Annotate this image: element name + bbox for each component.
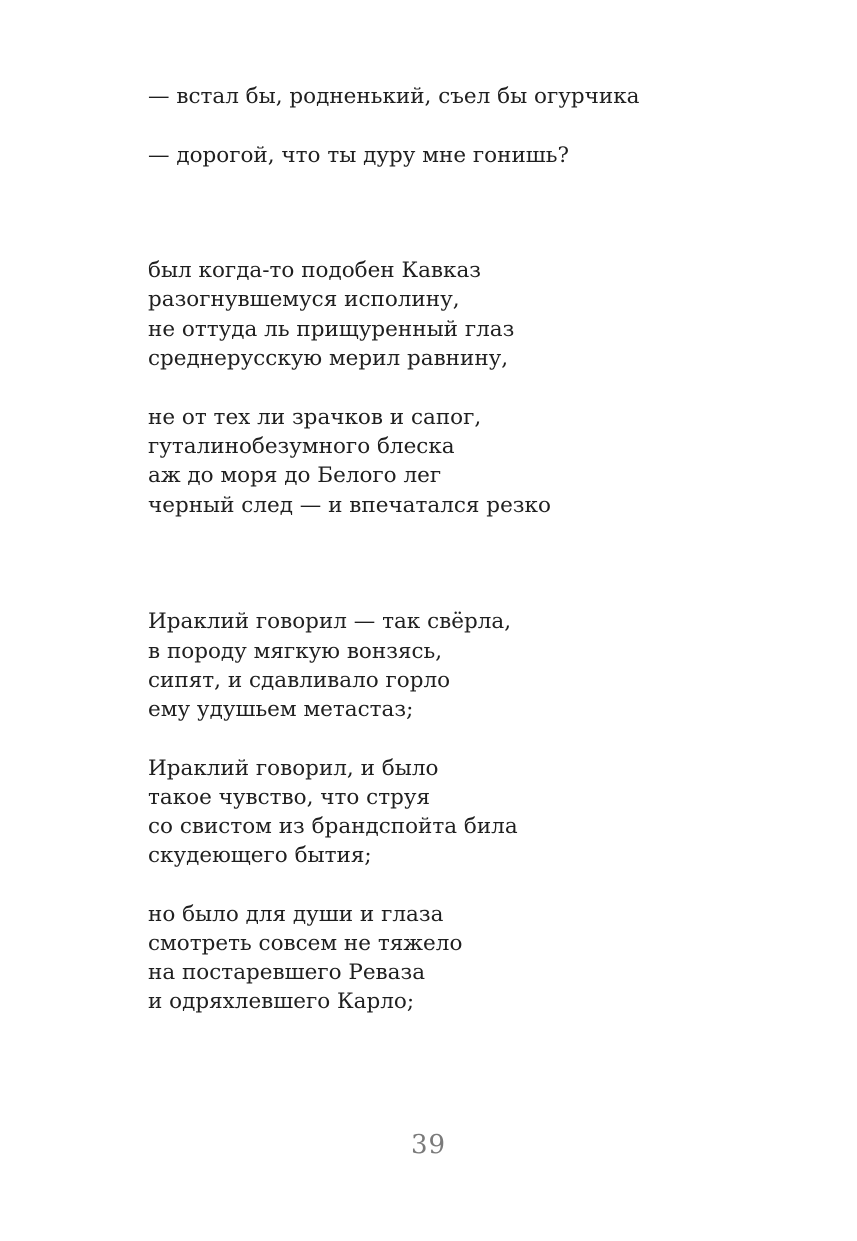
poem-line: гуталинобезумного блеска bbox=[148, 434, 455, 459]
poem-line: смотреть совсем не тяжело bbox=[148, 931, 463, 956]
poem-line: разогнувшемуся исполину, bbox=[148, 287, 460, 312]
poem-line: на постаревшего Реваза bbox=[148, 960, 426, 985]
poem-line: Ираклий говорил — так свёрла, bbox=[148, 609, 512, 634]
poem-line: в породу мягкую вонзясь, bbox=[148, 639, 443, 664]
poem-line: среднерусскую мерил равнину, bbox=[148, 346, 509, 371]
poem-line: не оттуда ль прищуренный глаз bbox=[148, 317, 515, 342]
poem-line: был когда-то подобен Кавказ bbox=[148, 258, 482, 283]
poem-line: черный след — и впечатался резко bbox=[148, 493, 551, 518]
poem-line: и одряхлевшего Карло; bbox=[148, 989, 415, 1014]
dialogue-line-2: — дорогой, что ты дуру мне гонишь? bbox=[148, 143, 569, 168]
poem-line: ему удушьем метастаз; bbox=[148, 697, 414, 722]
poem-line: сипят, и сдавливало горло bbox=[148, 668, 451, 693]
poem-line: Ираклий говорил, и было bbox=[148, 756, 439, 781]
poem-line: такое чувство, что струя bbox=[148, 785, 431, 810]
poem-line: со свистом из брандспойта била bbox=[148, 814, 518, 839]
dialogue-line-1: — встал бы, родненький, съел бы огурчика bbox=[148, 84, 640, 109]
page-number: 39 bbox=[410, 1130, 447, 1160]
poem-line: аж до моря до Белого лег bbox=[148, 463, 442, 488]
poem-line: но было для души и глаза bbox=[148, 902, 444, 927]
poem-line: не от тех ли зрачков и сапог, bbox=[148, 405, 482, 430]
poem-line: скудеющего бытия; bbox=[148, 843, 372, 868]
